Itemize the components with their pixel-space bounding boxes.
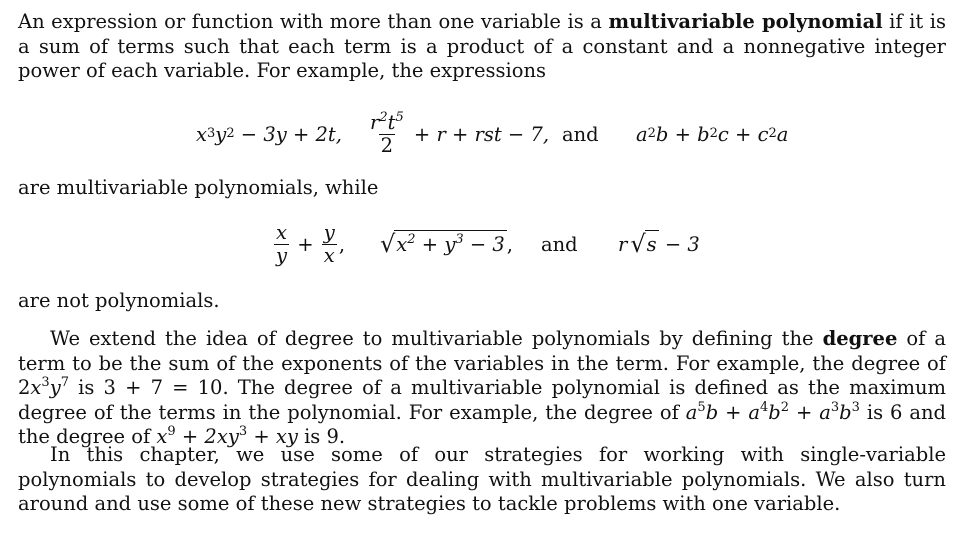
- non-polynomial-example-3: r √ s − 3: [618, 230, 700, 258]
- degree-paragraph: We extend the idea of degree to multivariable polynomials by defining the degree of a term to be the sum of the exponents of the variables in the term. For example, the degree of $2x^3y^7$ is 3 + 7 = 10. The degree of a multivariable polynomial is defined as the maximum degree of the terms in the polynomial. For example, the degree of $a^5b + a^4b^2 + a^3b^3$ is 6 and the degree of $x^9 + 2xy^3$ + xy is 9.: [18, 327, 946, 448]
- polynomial-example-1: x 3 y 2 − 3y + 2t,: [196, 122, 342, 146]
- square-root: √ $x^2 + y^3 - 3$: [380, 230, 505, 258]
- radical-sign-icon: √: [630, 230, 646, 258]
- radical-sign-icon: √: [380, 230, 396, 258]
- non-polynomial-example-2: √ $x^2 + y^3 - 3$ ,: [380, 230, 513, 258]
- term-multivariable-polynomial: multivariable polynomial: [608, 10, 883, 33]
- chapter-paragraph: In this chapter, we use some of our strategies for working with single-variable polynomials to develop strategies for dealing with multivariable polynomials. We also turn around and use some of these new strategies to tackle problems with one variable.: [18, 443, 946, 515]
- intro-text-1: An expression or function with more than one variable is a: [18, 10, 609, 33]
- polynomial-example-3: a 2 b + b 2 c + c 2 a: [636, 122, 789, 146]
- fraction-y-over-x: $\frac{y}{x}$: [323, 220, 335, 267]
- mid-text: are multivariable polynomials, while: [18, 176, 379, 199]
- square-root-s: √ s: [630, 230, 657, 258]
- conjunction-and-2: and: [541, 232, 578, 256]
- polynomial-example-2: $\frac{r^2t^5}{2}$ + r + rst − 7,: [370, 109, 550, 157]
- fraction-r2t5-over-2: $\frac{r^2t^5}{2}$: [370, 109, 404, 157]
- non-polynomial-example-1: $\frac{x}{y}$ + $\frac{y}{x}$ ,: [276, 220, 346, 267]
- intro-paragraph: [18, 10, 946, 84]
- intro-text-2: if it is a sum of terms such that each term is a product of a constant and a nonnegative integer power of each variable. For example, the expressions: [18, 10, 946, 82]
- fraction-x-over-y: $\frac{x}{y}$: [276, 220, 288, 267]
- term-degree: degree: [822, 327, 898, 350]
- conjunction-and-1: and: [562, 122, 599, 146]
- not-polynomials-text: are not polynomials.: [18, 289, 220, 312]
